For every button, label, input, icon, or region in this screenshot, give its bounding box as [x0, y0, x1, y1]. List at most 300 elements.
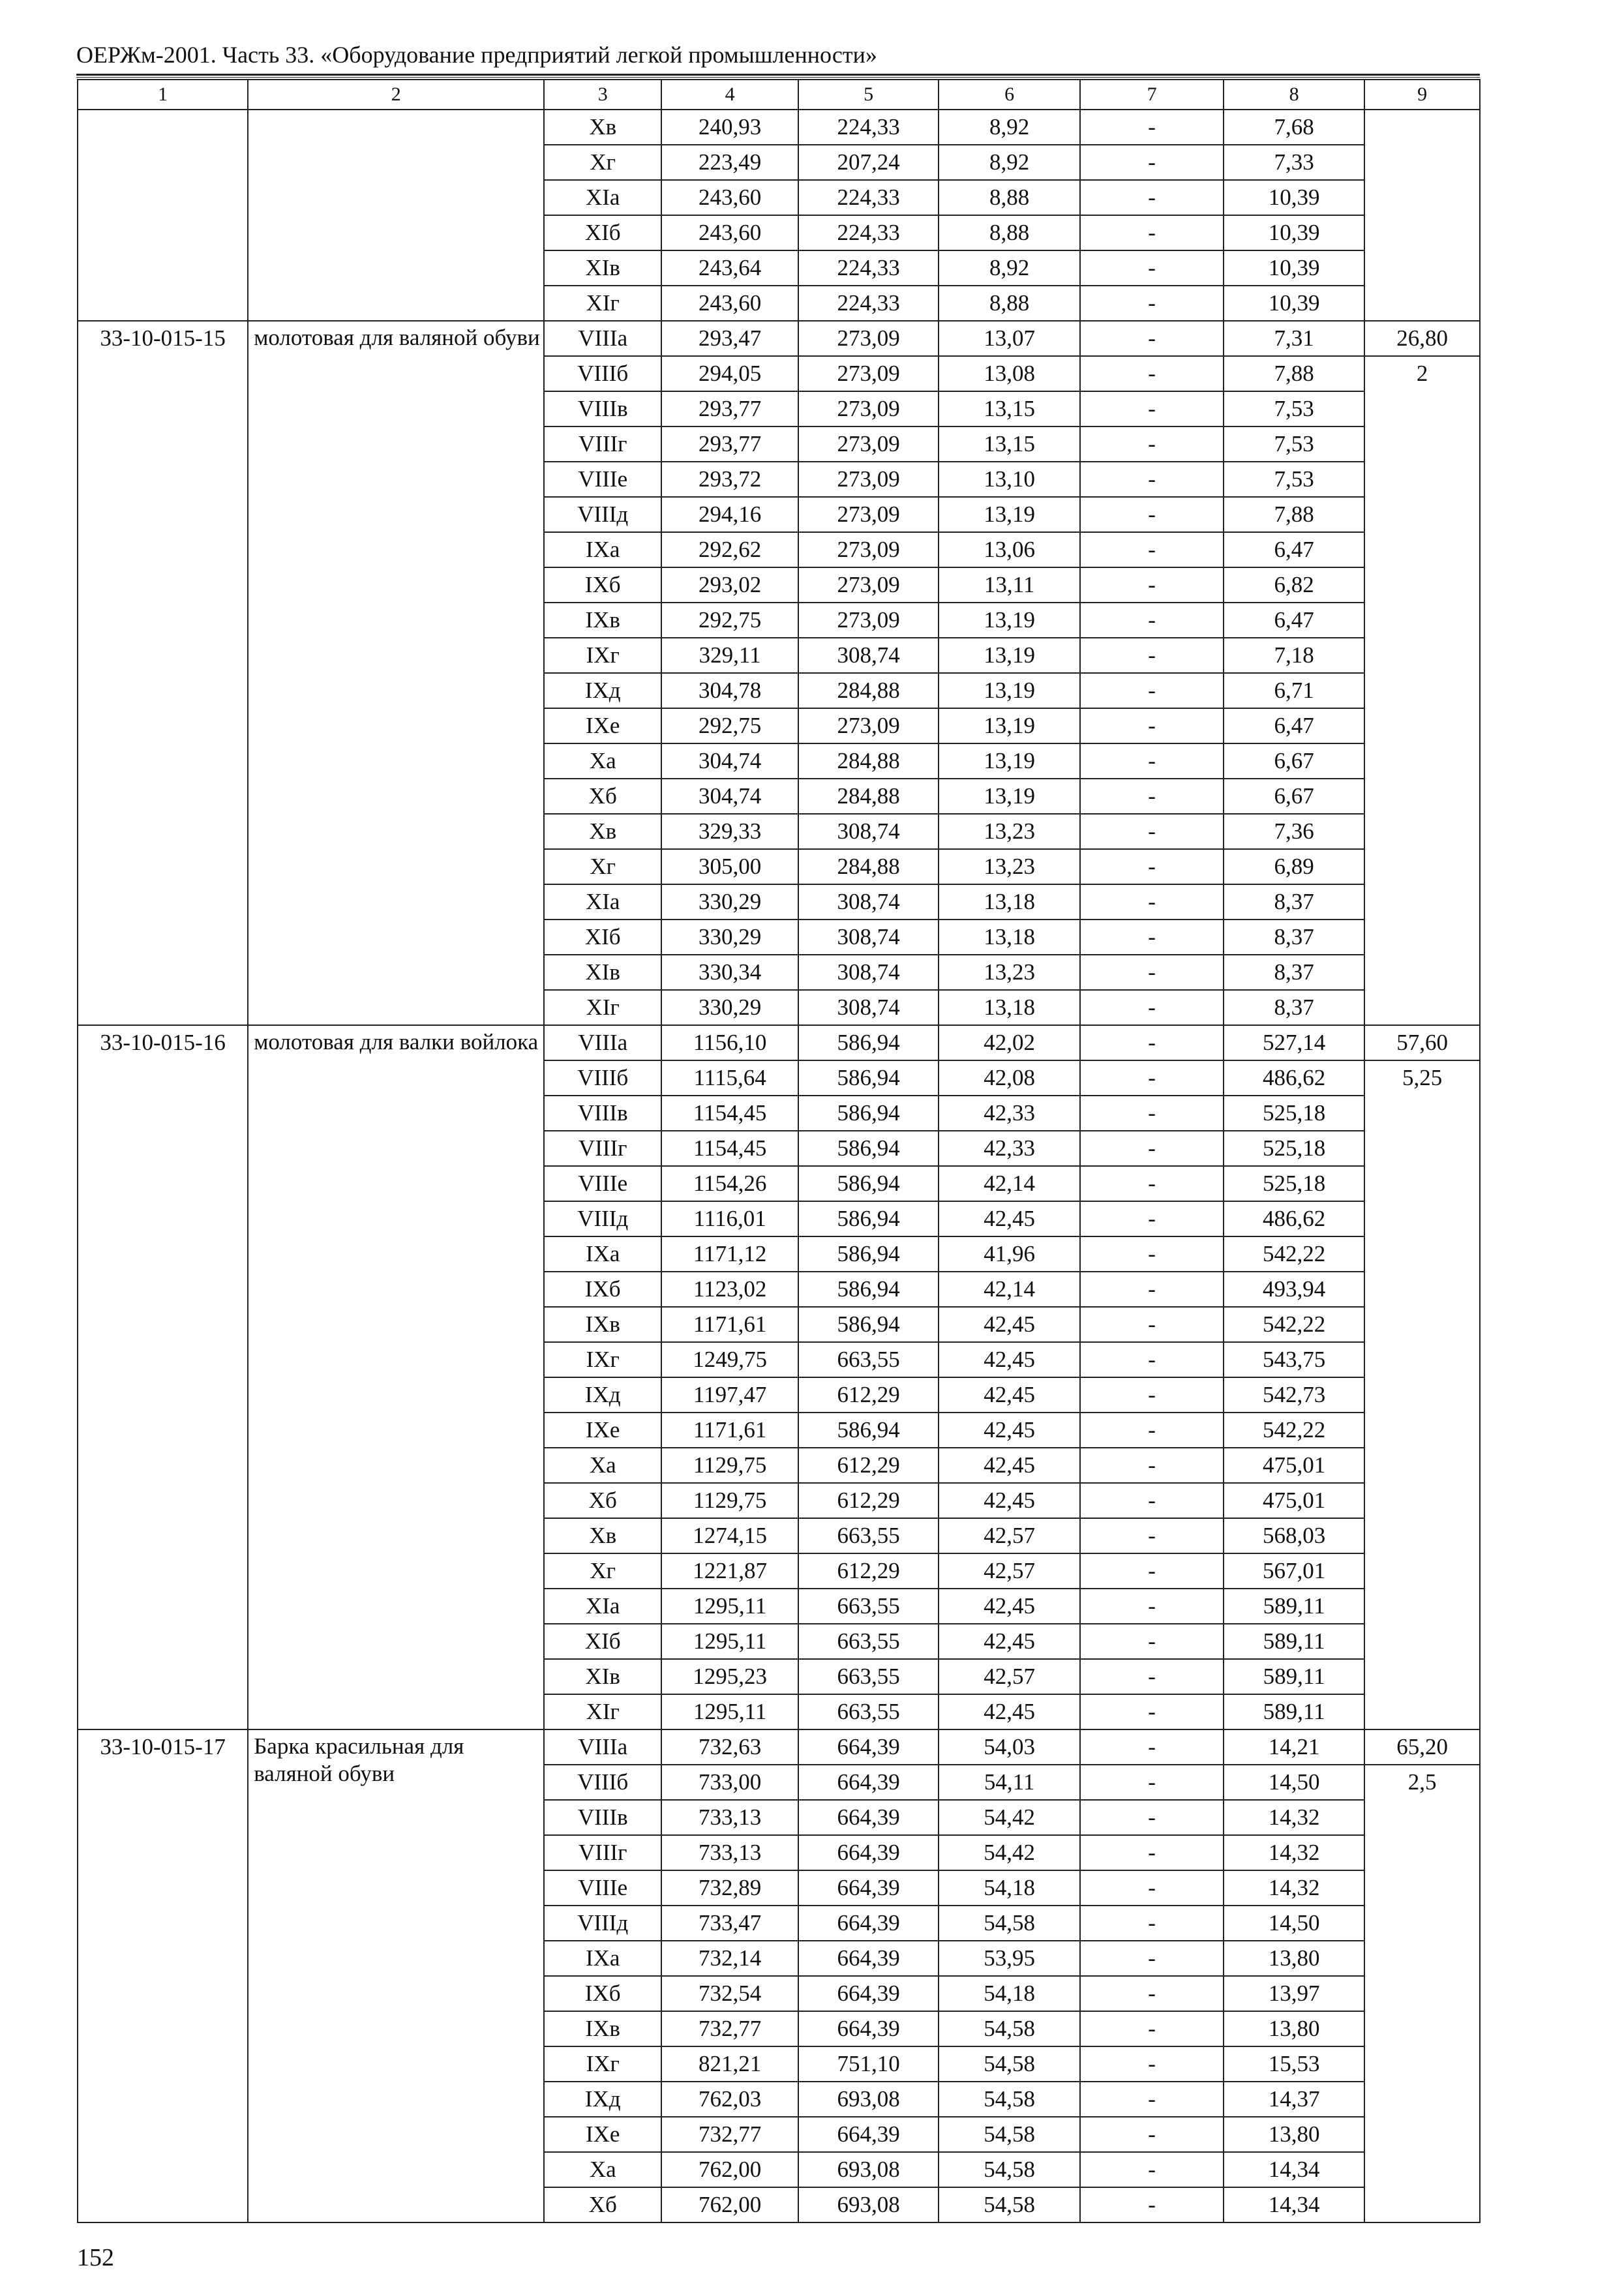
value-cell: -: [1080, 286, 1224, 321]
value-cell: -: [1080, 849, 1224, 884]
header-rule: [76, 74, 1480, 76]
value-cell: -: [1080, 638, 1224, 673]
value-cell: 13,07: [939, 321, 1080, 356]
value-cell: 8,88: [939, 180, 1080, 215]
value-cell: Ха: [544, 743, 661, 779]
value-cell: 13,23: [939, 955, 1080, 990]
value-cell: Хг: [544, 1553, 661, 1589]
value-cell: 42,45: [939, 1483, 1080, 1518]
value-cell: -: [1080, 1060, 1224, 1096]
value-cell: VIIIд: [544, 497, 661, 532]
column-number-cell: 6: [939, 80, 1080, 110]
value-cell: -: [1080, 462, 1224, 497]
value-cell: 664,39: [798, 1906, 939, 1941]
table-row: [78, 1729, 1480, 1765]
value-cell: IХб: [544, 567, 661, 603]
value-cell: -: [1080, 532, 1224, 567]
value-cell: 42,45: [939, 1413, 1080, 1448]
value-cell: 527,14: [1224, 1025, 1364, 1060]
value-cell: 663,55: [798, 1694, 939, 1729]
value-cell: 10,39: [1224, 250, 1364, 286]
value-cell: VIIIб: [544, 356, 661, 391]
value-cell: 612,29: [798, 1483, 939, 1518]
column-number-cell: 1: [78, 80, 248, 110]
value-cell: 15,53: [1224, 2046, 1364, 2082]
value-cell: 1249,75: [661, 1342, 798, 1377]
value-cell: 54,42: [939, 1800, 1080, 1835]
value-cell: 292,62: [661, 532, 798, 567]
value-cell: 1115,64: [661, 1060, 798, 1096]
value-cell: 7,53: [1224, 391, 1364, 426]
value-cell: VIIIг: [544, 1131, 661, 1166]
value-cell: 304,74: [661, 779, 798, 814]
value-cell: 13,19: [939, 708, 1080, 743]
value-cell: 525,18: [1224, 1096, 1364, 1131]
value-cell: Хв: [544, 110, 661, 145]
value-cell: 42,57: [939, 1518, 1080, 1553]
value-cell: Ха: [544, 1448, 661, 1483]
value-cell: 8,37: [1224, 990, 1364, 1025]
value-cell: ХIг: [544, 1694, 661, 1729]
value-cell: Хв: [544, 1518, 661, 1553]
value-cell: 542,22: [1224, 1236, 1364, 1272]
value-cell: 13,19: [939, 673, 1080, 708]
value-cell: 273,09: [798, 567, 939, 603]
value-cell: 8,92: [939, 250, 1080, 286]
value-cell: 586,94: [798, 1272, 939, 1307]
value-cell: -: [1080, 955, 1224, 990]
column-number-cell: 7: [1080, 80, 1224, 110]
column-number-cell: 5: [798, 80, 939, 110]
value-cell: 54,42: [939, 1835, 1080, 1870]
value-cell: 54,03: [939, 1729, 1080, 1765]
value-cell: 224,33: [798, 250, 939, 286]
value-cell: VIIIб: [544, 1765, 661, 1800]
value-cell: IХд: [544, 673, 661, 708]
value-cell: 6,82: [1224, 567, 1364, 603]
value-cell: 568,03: [1224, 1518, 1364, 1553]
value-cell: 1295,23: [661, 1659, 798, 1694]
value-cell: 475,01: [1224, 1448, 1364, 1483]
value-cell: IХе: [544, 1413, 661, 1448]
value-cell: 1154,45: [661, 1096, 798, 1131]
value-cell: 663,55: [798, 1589, 939, 1624]
value-cell: 612,29: [798, 1377, 939, 1413]
value-cell: -: [1080, 2082, 1224, 2117]
value-cell: 8,37: [1224, 884, 1364, 920]
value-cell: 54,18: [939, 1976, 1080, 2011]
value-cell: Ха: [544, 2152, 661, 2187]
value-cell: ХIв: [544, 1659, 661, 1694]
value-cell: 751,10: [798, 2046, 939, 2082]
value-cell: 664,39: [798, 1800, 939, 1835]
value-cell: 589,11: [1224, 1694, 1364, 1729]
column-number-cell: 3: [544, 80, 661, 110]
value-cell: 42,14: [939, 1272, 1080, 1307]
value-cell: -: [1080, 1272, 1224, 1307]
value-cell: -: [1080, 1201, 1224, 1236]
value-cell: 284,88: [798, 849, 939, 884]
value-cell: 14,21: [1224, 1729, 1364, 1765]
value-cell: 1154,26: [661, 1166, 798, 1201]
value-cell: 293,02: [661, 567, 798, 603]
table-row: [78, 1025, 1480, 1060]
value-cell: IХа: [544, 1236, 661, 1272]
value-cell: 733,13: [661, 1800, 798, 1835]
value-cell: 42,45: [939, 1624, 1080, 1659]
value-cell: -: [1080, 391, 1224, 426]
value-cell: 612,29: [798, 1553, 939, 1589]
value-cell: 6,47: [1224, 708, 1364, 743]
table-row: [78, 321, 1480, 356]
value-cell: VIIIа: [544, 1729, 661, 1765]
value-cell: VIIIв: [544, 391, 661, 426]
value-cell: 13,80: [1224, 2011, 1364, 2046]
value-cell: 14,32: [1224, 1835, 1364, 1870]
value-cell: -: [1080, 1096, 1224, 1131]
value-cell: 586,94: [798, 1025, 939, 1060]
col9-value-cell: 65,20: [1364, 1729, 1480, 1765]
value-cell: 13,80: [1224, 1941, 1364, 1976]
value-cell: 305,00: [661, 849, 798, 884]
value-cell: 542,22: [1224, 1307, 1364, 1342]
value-cell: 293,47: [661, 321, 798, 356]
value-cell: 42,45: [939, 1448, 1080, 1483]
value-cell: 54,58: [939, 2082, 1080, 2117]
value-cell: 273,09: [798, 532, 939, 567]
value-cell: 663,55: [798, 1659, 939, 1694]
value-cell: 13,11: [939, 567, 1080, 603]
value-cell: -: [1080, 920, 1224, 955]
value-cell: 42,45: [939, 1589, 1080, 1624]
value-cell: 13,19: [939, 603, 1080, 638]
value-cell: 732,89: [661, 1870, 798, 1906]
value-cell: 13,08: [939, 356, 1080, 391]
value-cell: 293,77: [661, 426, 798, 462]
value-cell: VIIIа: [544, 321, 661, 356]
value-cell: VIIIд: [544, 1201, 661, 1236]
value-cell: -: [1080, 1624, 1224, 1659]
col9-value-cell: 2: [1364, 356, 1480, 1025]
value-cell: 13,18: [939, 990, 1080, 1025]
value-cell: -: [1080, 884, 1224, 920]
value-cell: IХа: [544, 532, 661, 567]
col9-value-cell: 26,80: [1364, 321, 1480, 356]
value-cell: -: [1080, 743, 1224, 779]
value-cell: 1295,11: [661, 1589, 798, 1624]
value-cell: 54,58: [939, 1906, 1080, 1941]
value-cell: VIIIд: [544, 1906, 661, 1941]
value-cell: -: [1080, 1025, 1224, 1060]
value-cell: 10,39: [1224, 215, 1364, 250]
value-cell: 243,64: [661, 250, 798, 286]
value-cell: 8,92: [939, 110, 1080, 145]
value-cell: 42,45: [939, 1307, 1080, 1342]
value-cell: -: [1080, 603, 1224, 638]
value-cell: 8,37: [1224, 920, 1364, 955]
value-cell: -: [1080, 1729, 1224, 1765]
value-cell: 14,37: [1224, 2082, 1364, 2117]
value-cell: 664,39: [798, 1941, 939, 1976]
column-number-cell: 9: [1364, 80, 1480, 110]
value-cell: 243,60: [661, 286, 798, 321]
value-cell: IХв: [544, 603, 661, 638]
value-cell: 42,33: [939, 1096, 1080, 1131]
col9-value-cell: [1364, 110, 1480, 321]
column-number-cell: 8: [1224, 80, 1364, 110]
value-cell: 493,94: [1224, 1272, 1364, 1307]
value-cell: 475,01: [1224, 1483, 1364, 1518]
value-cell: IХв: [544, 2011, 661, 2046]
value-cell: IХб: [544, 1976, 661, 2011]
page-header-title: ОЕРЖм-2001. Часть 33. «Оборудование предприятий легкой промышленности»: [76, 42, 877, 68]
value-cell: 330,29: [661, 990, 798, 1025]
value-cell: 7,18: [1224, 638, 1364, 673]
value-cell: 821,21: [661, 2046, 798, 2082]
value-cell: 308,74: [798, 638, 939, 673]
rate-code-cell: 33-10-015-17: [78, 1729, 248, 2222]
value-cell: 7,68: [1224, 110, 1364, 145]
value-cell: -: [1080, 356, 1224, 391]
value-cell: IХа: [544, 1941, 661, 1976]
value-cell: 7,36: [1224, 814, 1364, 849]
value-cell: -: [1080, 990, 1224, 1025]
value-cell: 53,95: [939, 1941, 1080, 1976]
value-cell: 14,50: [1224, 1765, 1364, 1800]
value-cell: 733,13: [661, 1835, 798, 1870]
value-cell: 273,09: [798, 426, 939, 462]
value-cell: 10,39: [1224, 286, 1364, 321]
value-cell: 586,94: [798, 1307, 939, 1342]
value-cell: 273,09: [798, 497, 939, 532]
value-cell: 284,88: [798, 743, 939, 779]
value-cell: 732,14: [661, 1941, 798, 1976]
value-cell: 586,94: [798, 1236, 939, 1272]
value-cell: VIIIе: [544, 1870, 661, 1906]
value-cell: -: [1080, 2187, 1224, 2222]
value-cell: 13,97: [1224, 1976, 1364, 2011]
value-cell: -: [1080, 1976, 1224, 2011]
value-cell: 329,11: [661, 638, 798, 673]
table-body: [78, 80, 1480, 2222]
value-cell: 586,94: [798, 1131, 939, 1166]
value-cell: 294,16: [661, 497, 798, 532]
value-cell: 284,88: [798, 779, 939, 814]
value-cell: -: [1080, 110, 1224, 145]
value-cell: 525,18: [1224, 1131, 1364, 1166]
value-cell: 7,88: [1224, 356, 1364, 391]
value-cell: IХб: [544, 1272, 661, 1307]
value-cell: -: [1080, 1236, 1224, 1272]
value-cell: -: [1080, 215, 1224, 250]
value-cell: -: [1080, 1694, 1224, 1729]
value-cell: 1171,12: [661, 1236, 798, 1272]
value-cell: 273,09: [798, 356, 939, 391]
value-cell: 13,15: [939, 391, 1080, 426]
value-cell: IХг: [544, 2046, 661, 2082]
value-cell: VIIIб: [544, 1060, 661, 1096]
table-row: [78, 110, 1480, 145]
value-cell: VIIIг: [544, 1835, 661, 1870]
value-cell: -: [1080, 1800, 1224, 1835]
value-cell: -: [1080, 1553, 1224, 1589]
value-cell: 243,60: [661, 215, 798, 250]
value-cell: 589,11: [1224, 1624, 1364, 1659]
value-cell: 42,33: [939, 1131, 1080, 1166]
value-cell: 6,89: [1224, 849, 1364, 884]
value-cell: -: [1080, 1765, 1224, 1800]
value-cell: ХIг: [544, 286, 661, 321]
value-cell: ХIг: [544, 990, 661, 1025]
value-cell: 273,09: [798, 462, 939, 497]
value-cell: -: [1080, 1377, 1224, 1413]
value-cell: -: [1080, 2117, 1224, 2152]
value-cell: VIIIа: [544, 1025, 661, 1060]
value-cell: 54,58: [939, 2117, 1080, 2152]
value-cell: VIIIв: [544, 1096, 661, 1131]
value-cell: 308,74: [798, 990, 939, 1025]
value-cell: 6,47: [1224, 603, 1364, 638]
value-cell: 693,08: [798, 2187, 939, 2222]
value-cell: IХе: [544, 2117, 661, 2152]
value-cell: 664,39: [798, 1835, 939, 1870]
value-cell: 1116,01: [661, 1201, 798, 1236]
value-cell: 663,55: [798, 1518, 939, 1553]
value-cell: 6,71: [1224, 673, 1364, 708]
value-cell: 732,63: [661, 1729, 798, 1765]
value-cell: 224,33: [798, 110, 939, 145]
value-cell: 13,19: [939, 638, 1080, 673]
value-cell: 54,58: [939, 2011, 1080, 2046]
value-cell: 330,29: [661, 920, 798, 955]
value-cell: 567,01: [1224, 1553, 1364, 1589]
value-cell: 13,18: [939, 920, 1080, 955]
value-cell: 13,23: [939, 849, 1080, 884]
value-cell: -: [1080, 1589, 1224, 1624]
value-cell: -: [1080, 673, 1224, 708]
value-cell: 329,33: [661, 814, 798, 849]
value-cell: 1156,10: [661, 1025, 798, 1060]
value-cell: -: [1080, 145, 1224, 180]
value-cell: 293,72: [661, 462, 798, 497]
value-cell: 42,57: [939, 1553, 1080, 1589]
value-cell: 14,50: [1224, 1906, 1364, 1941]
value-cell: 1129,75: [661, 1448, 798, 1483]
value-cell: 308,74: [798, 814, 939, 849]
value-cell: 732,77: [661, 2117, 798, 2152]
value-cell: 273,09: [798, 603, 939, 638]
rate-code-cell: 33-10-015-15: [78, 321, 248, 1025]
value-cell: 13,15: [939, 426, 1080, 462]
value-cell: 6,47: [1224, 532, 1364, 567]
value-cell: -: [1080, 180, 1224, 215]
value-cell: ХIв: [544, 250, 661, 286]
value-cell: Хб: [544, 1483, 661, 1518]
value-cell: -: [1080, 1835, 1224, 1870]
value-cell: Хг: [544, 849, 661, 884]
value-cell: 54,58: [939, 2187, 1080, 2222]
page-number: 152: [77, 2244, 114, 2271]
value-cell: 54,58: [939, 2046, 1080, 2082]
value-cell: 1197,47: [661, 1377, 798, 1413]
value-cell: 42,45: [939, 1201, 1080, 1236]
value-cell: 13,06: [939, 532, 1080, 567]
value-cell: 1274,15: [661, 1518, 798, 1553]
value-cell: VIIIг: [544, 426, 661, 462]
column-number-cell: 2: [248, 80, 544, 110]
value-cell: 663,55: [798, 1342, 939, 1377]
value-cell: 542,73: [1224, 1377, 1364, 1413]
value-cell: 732,77: [661, 2011, 798, 2046]
value-cell: 1171,61: [661, 1413, 798, 1448]
value-cell: 664,39: [798, 2117, 939, 2152]
value-cell: 6,67: [1224, 779, 1364, 814]
value-cell: 13,23: [939, 814, 1080, 849]
value-cell: 14,34: [1224, 2152, 1364, 2187]
value-cell: 1129,75: [661, 1483, 798, 1518]
value-cell: IХд: [544, 1377, 661, 1413]
value-cell: 664,39: [798, 1765, 939, 1800]
value-cell: 732,54: [661, 1976, 798, 2011]
value-cell: 42,45: [939, 1342, 1080, 1377]
value-cell: 308,74: [798, 920, 939, 955]
value-cell: 42,08: [939, 1060, 1080, 1096]
value-cell: Хг: [544, 145, 661, 180]
value-cell: 7,88: [1224, 497, 1364, 532]
value-cell: -: [1080, 1659, 1224, 1694]
value-cell: 14,32: [1224, 1870, 1364, 1906]
value-cell: 224,33: [798, 180, 939, 215]
value-cell: 1295,11: [661, 1624, 798, 1659]
value-cell: 663,55: [798, 1624, 939, 1659]
value-cell: -: [1080, 250, 1224, 286]
value-cell: 240,93: [661, 110, 798, 145]
value-cell: 304,74: [661, 743, 798, 779]
value-cell: 664,39: [798, 1870, 939, 1906]
value-cell: -: [1080, 321, 1224, 356]
value-cell: 525,18: [1224, 1166, 1364, 1201]
value-cell: -: [1080, 1131, 1224, 1166]
value-cell: 693,08: [798, 2152, 939, 2187]
column-number-row: [78, 80, 1480, 110]
value-cell: 586,94: [798, 1096, 939, 1131]
value-cell: 486,62: [1224, 1201, 1364, 1236]
value-cell: 14,34: [1224, 2187, 1364, 2222]
value-cell: 243,60: [661, 180, 798, 215]
value-cell: -: [1080, 1906, 1224, 1941]
value-cell: ХIа: [544, 884, 661, 920]
value-cell: 733,47: [661, 1906, 798, 1941]
value-cell: 762,03: [661, 2082, 798, 2117]
value-cell: 10,39: [1224, 180, 1364, 215]
value-cell: IХг: [544, 1342, 661, 1377]
rates-table: [77, 79, 1481, 2223]
value-cell: -: [1080, 567, 1224, 603]
value-cell: IХв: [544, 1307, 661, 1342]
value-cell: 54,58: [939, 2152, 1080, 2187]
value-cell: 589,11: [1224, 1659, 1364, 1694]
value-cell: 8,37: [1224, 955, 1364, 990]
value-cell: ХIб: [544, 920, 661, 955]
value-cell: 1221,87: [661, 1553, 798, 1589]
value-cell: ХIа: [544, 1589, 661, 1624]
value-cell: -: [1080, 708, 1224, 743]
value-cell: 292,75: [661, 603, 798, 638]
value-cell: -: [1080, 426, 1224, 462]
value-cell: 54,11: [939, 1765, 1080, 1800]
value-cell: 589,11: [1224, 1589, 1364, 1624]
value-cell: 8,92: [939, 145, 1080, 180]
